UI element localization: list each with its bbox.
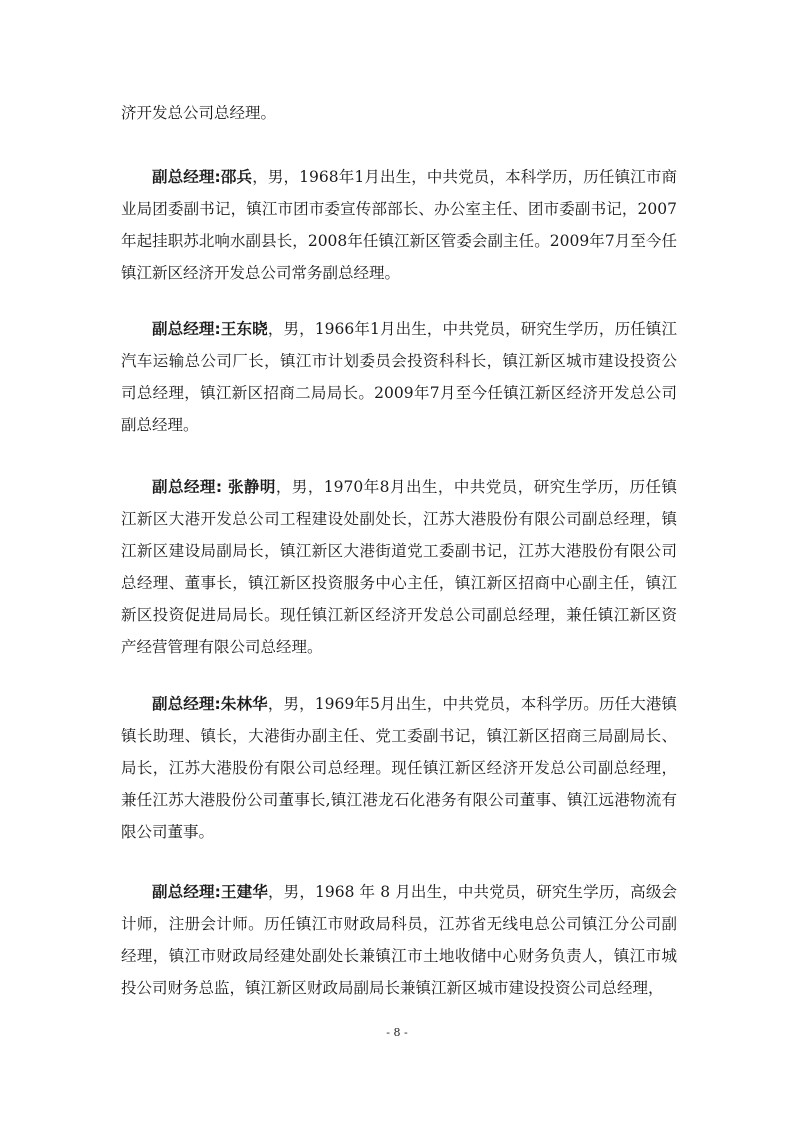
bio-person-name: 王建华 <box>220 883 269 901</box>
bio-person-name: 朱林华 <box>220 695 268 713</box>
bio-paragraph-wang-jianhua <box>121 876 677 1004</box>
bio-paragraph-wang-dongxiao <box>121 313 677 441</box>
continuation-paragraph: 济开发总公司总经理。 <box>121 104 277 122</box>
bio-text: ，男，1968年1月出生，中共党员，本科学历，历任镇江市商业局团委副书记，镇江市团市委宣传部部长、办公室主任、团市委副书记，2007年起挂职苏北响水副县长，2008年任镇江新区管委会副主任。2009年7月至今任镇江新区经济开发总公司常务副总经理。 <box>121 168 677 282</box>
bio-role-label: 副总经理: <box>152 320 221 338</box>
bio-person-name: 邵兵 <box>220 168 253 186</box>
bio-paragraph-zhang-jingming <box>121 471 677 663</box>
bio-text: ，男，1970年8月出生，中共党员，研究生学历，历任镇江新区大港开发总公司工程建设处副处长，江苏大港股份有限公司副总经理，镇江新区建设局副局长，镇江新区大港街道党工委副书记，江苏大港股份有限公司总经理、董事长，镇江新区投资服务中心主任，镇江新区招商中心副主任，镇江新区投资促进局局长。现任镇江新区经济开发总公司副总经理，兼任镇江新区资产经营管理有限公司总经理。 <box>121 478 678 656</box>
bio-role-label: 副总经理: <box>152 695 221 713</box>
bio-paragraph-shao-bing <box>121 161 677 289</box>
bio-person-name: 王东晓 <box>220 320 268 338</box>
page-number: - 8 - <box>386 1026 408 1039</box>
bio-person-name: 张静明 <box>222 478 276 496</box>
bio-text: ，男，1968 年 8 月出生，中共党员，研究生学历，高级会计师，注册会计师。历任镇江市财政局科员，江苏省无线电总公司镇江分公司副经理，镇江市财政局经建处副处长兼镇江市土地收储中心财务负责人，镇江市城投公司财务总监，镇江新区财政局副局长兼镇江新区城市建设投资公司总经理， <box>121 883 677 997</box>
bio-text: ，男，1969年5月出生，中共党员，本科学历。历任大港镇镇长助理、镇长，大港街办副主任、党工委副书记，镇江新区招商三局副局长、局长，江苏大港股份有限公司总经理。现任镇江新区经济开发总公司副总经理，兼任江苏大港股份公司董事长,镇江港龙石化港务有限公司董事、镇江远港物流有限公司董事。 <box>121 695 677 841</box>
bio-text: ，男，1966年1月出生，中共党员，研究生学历，历任镇江汽车运输总公司厂长，镇江市计划委员会投资科科长，镇江新区城市建设投资公司总经理，镇江新区招商二局局长。2009年7月至今任镇江新区经济开发总公司副总经理。 <box>121 320 677 434</box>
bio-role-label: 副总经理: <box>152 478 223 496</box>
bio-role-label: 副总经理: <box>152 168 221 186</box>
bio-paragraph-zhu-linhua <box>121 688 677 848</box>
bio-role-label: 副总经理: <box>152 883 221 901</box>
